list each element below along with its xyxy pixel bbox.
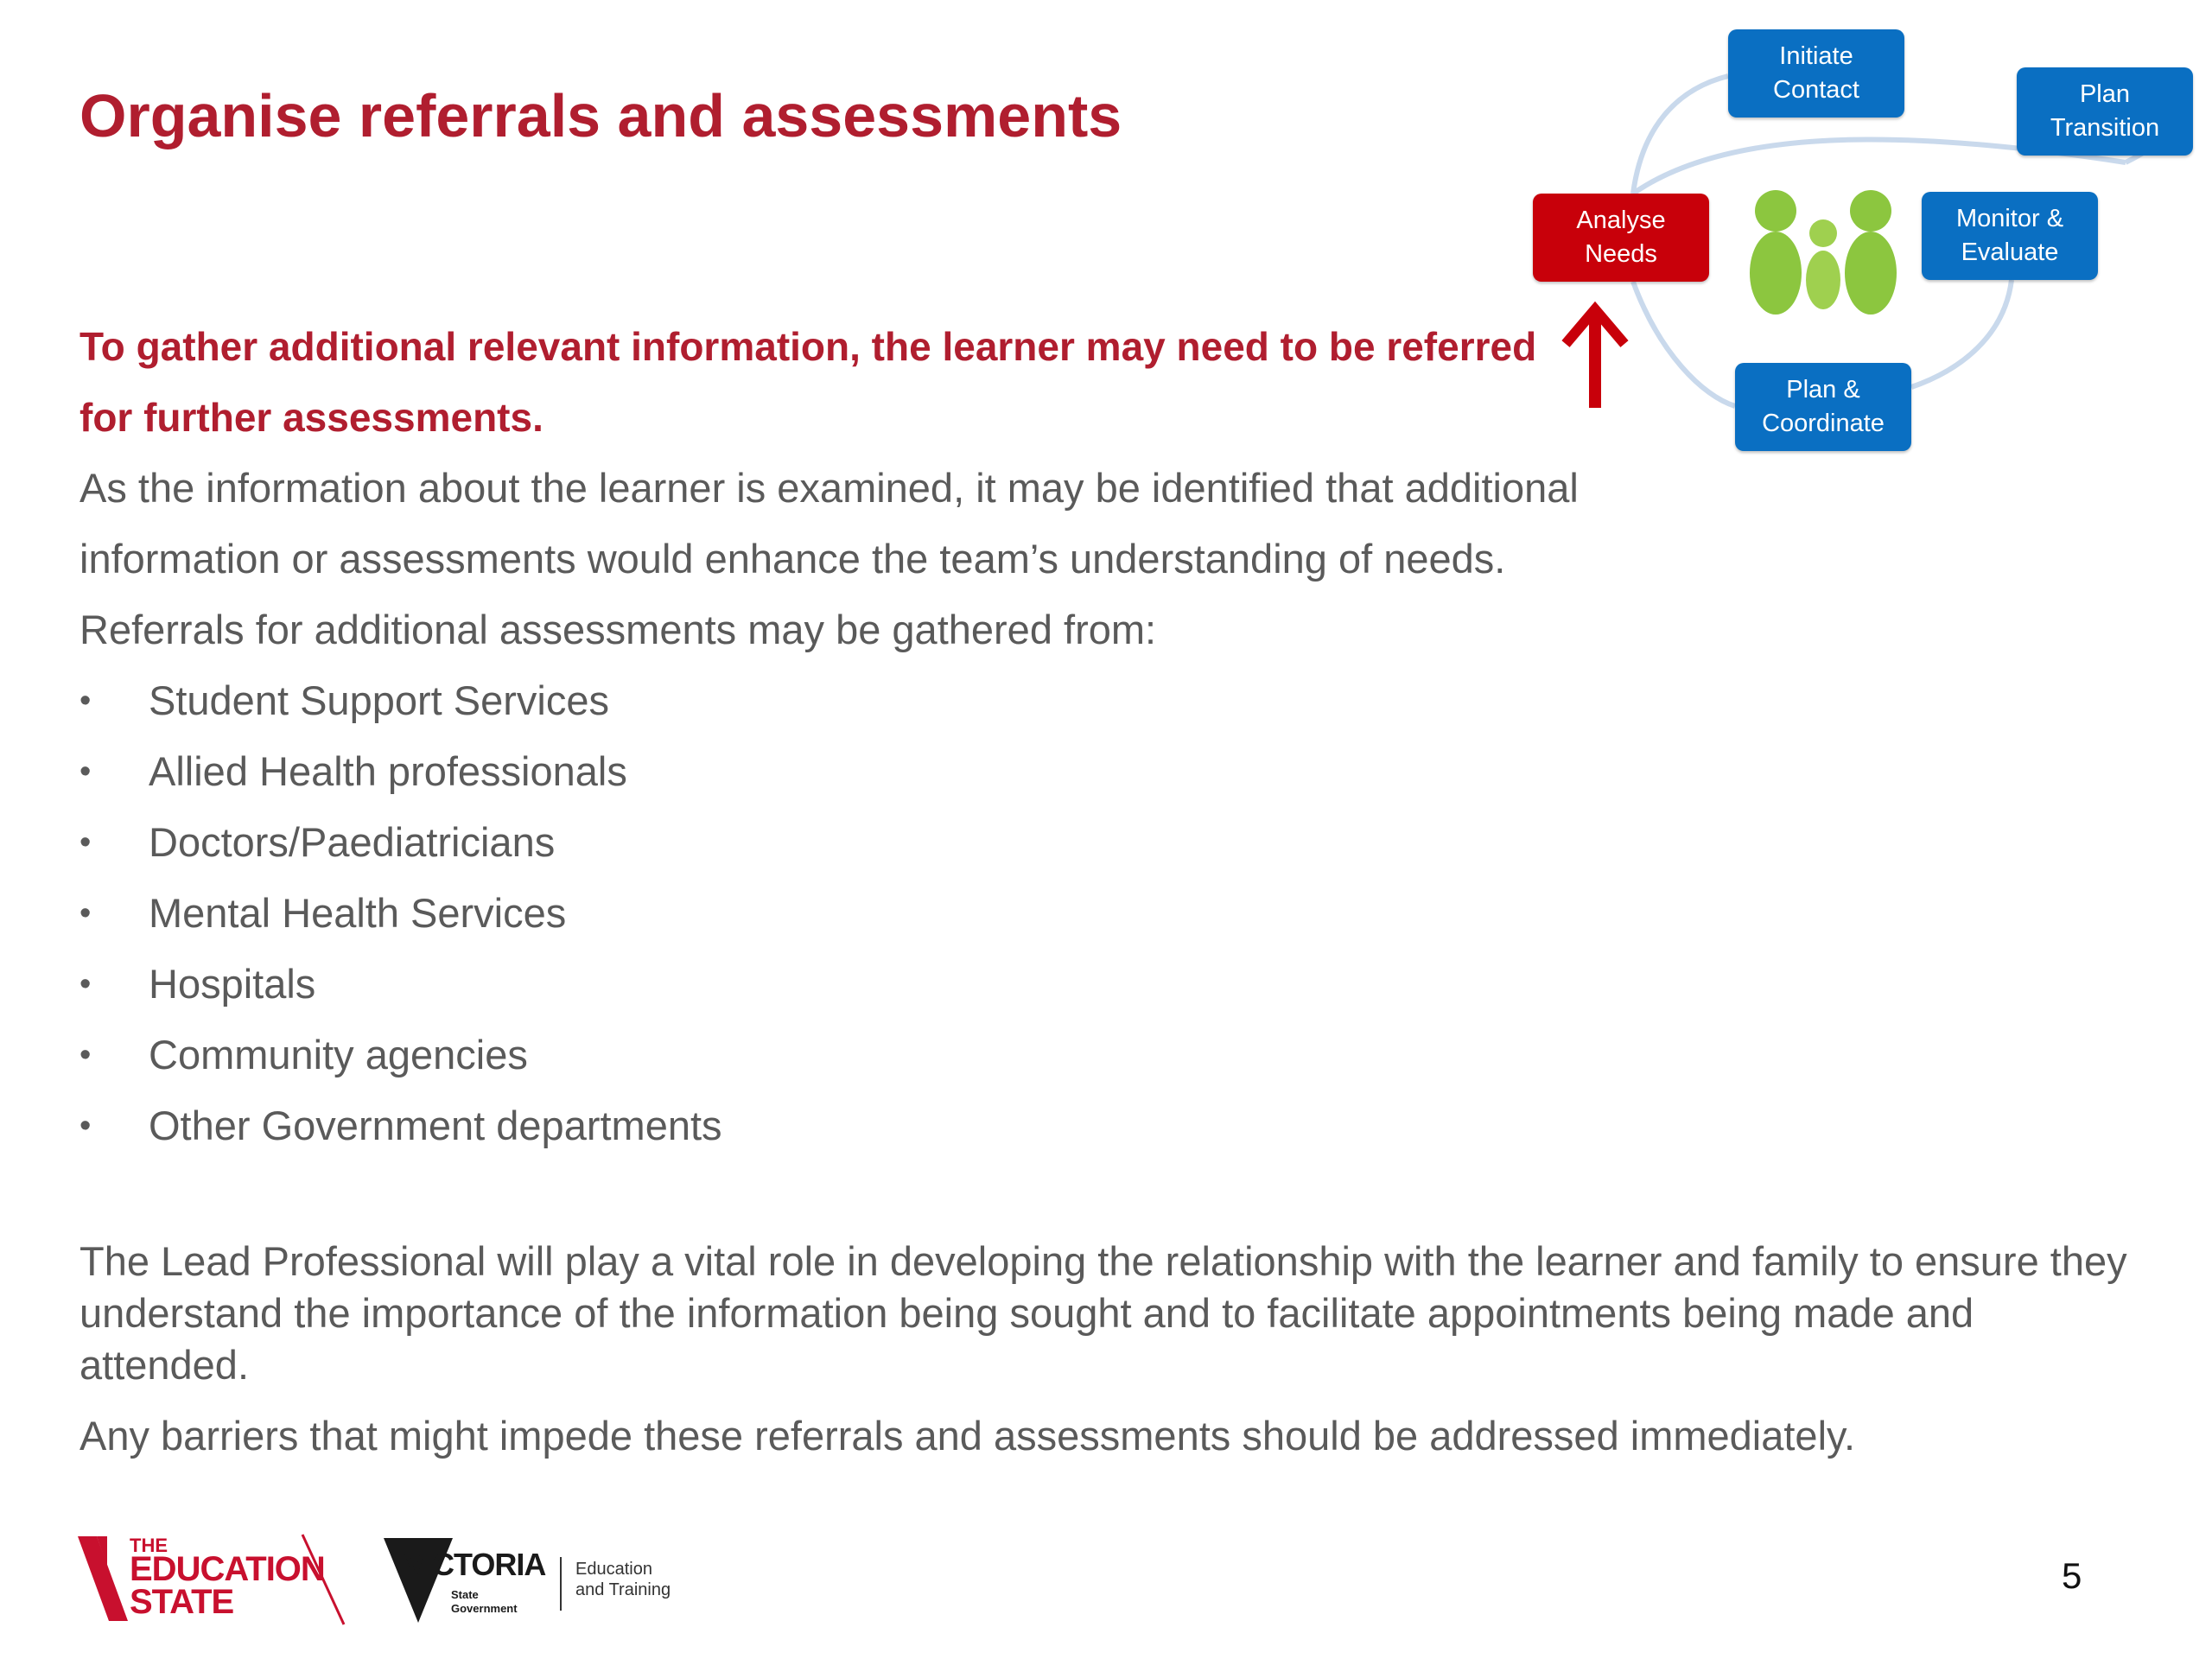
paragraph: As the information about the learner is examined, it may be identified that additional information or assessments would enhance the team’s understanding of needs. [79,465,1579,582]
plan-coordinate-node: Plan & Coordinate [1735,363,1911,451]
family-people-icon [1745,187,1901,316]
body-text [79,453,1721,1161]
initiate-contact-node: Initiate Contact [1728,29,1904,118]
victoria-government-logo [384,1531,712,1626]
page-number: 5 [2062,1555,2082,1596]
paragraph: Referrals for additional assessments may be gathered from: [79,607,1157,652]
list-item: • Hospitals [79,949,1721,1020]
closing-text [79,1236,2153,1481]
list-item: • Community agencies [79,1020,1721,1090]
victoria-wordmark: VICTORIA [404,1547,546,1582]
list-item: • Mental Health Services [79,878,1721,949]
paragraph: Any barriers that might impede these referrals and assessments should be addressed immediately. [79,1413,1856,1459]
case-management-cycle-diagram [1521,24,2203,474]
slide-title: Organise referrals and assessments [79,82,1122,149]
list-item: • Student Support Services [79,665,1721,736]
list-item: • Other Government departments [79,1090,1721,1161]
victoria-government-label: Government [451,1602,518,1615]
analyse-needs-node: Analyse Needs [1533,194,1709,282]
plan-transition-node: Plan Transition [2017,67,2193,156]
intro-statement: To gather additional relevant information, the learner may need to be referred for further assessments. [79,324,1537,440]
list-item: • Allied Health professionals [79,736,1721,807]
education-state-logo [78,1531,363,1626]
monitor-evaluate-node: Monitor & Evaluate [1922,192,2098,280]
referral-sources-list [79,665,1721,1161]
education-state-line2: STATE [130,1583,234,1621]
department-label: Education and Training [575,1560,671,1599]
arrow-up-icon [1560,299,1630,411]
education-state-line1: EDUCATION [130,1550,325,1588]
logo-divider [560,1557,562,1611]
list-item: • Doctors/Paediatricians [79,807,1721,878]
education-state-the: THE [130,1535,168,1556]
paragraph: The Lead Professional will play a vital role in developing the relationship with the learner and family to ensure they understand the importance of the information being sought and to facilitate appointments being made and attended. [79,1238,2127,1388]
victoria-state-label: State [451,1588,479,1601]
